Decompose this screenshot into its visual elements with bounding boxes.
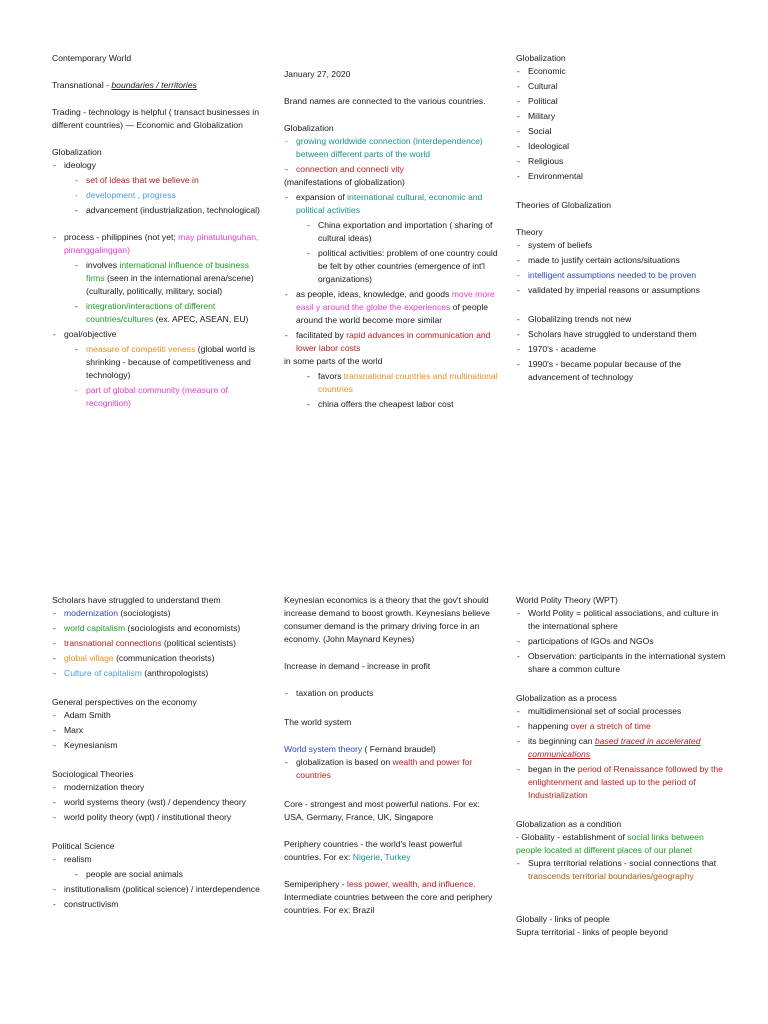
list-item: - Scholars have struggled to understand them [516,328,731,341]
text: began in the [528,764,578,774]
highlight: world capitalism [64,623,126,633]
theory-heading: Theory [516,227,543,237]
text: - Globality - establishment of [516,832,628,842]
supra-line: Supra territorial - links of people beyond [516,927,668,937]
list-item: - modernization theory [52,781,267,794]
highlight: transnational countries and multinational countries [318,371,498,394]
list-item: - Political [516,95,731,108]
text: globalization is based on [296,757,393,767]
text: (global world is shrinking - because of competitiveness and technology) [86,344,256,380]
wpt-heading: World Polity Theory (WPT) [516,595,618,605]
text: (anthropologists) [141,668,209,678]
list-item: - taxation on products [284,687,499,700]
list-item [52,328,267,410]
scholars-heading: Scholars have struggled to understand them [52,595,221,605]
text: ( Fernand braudel) [362,744,436,754]
highlight: connection and connecti vity [296,164,404,174]
list-item: - Globalilzing trends not new [516,313,731,326]
highlight: Nigerie [352,852,381,862]
text: (communication theorists) [113,653,215,663]
list-item [52,231,267,326]
transnational-text: Transnational - [52,80,112,90]
list-item [284,191,499,286]
political-science-list [52,853,267,911]
world-system-heading: The world system [284,717,352,727]
text: facilitated by [296,330,347,340]
expansion-sublist [296,219,499,286]
text: in some parts of the world [284,356,383,366]
globalization-points [284,135,499,411]
globalization-types [516,65,731,183]
keynes-paragraph: Keynesian economics is a theory that the gov't should increase demand to boost growth. Keynesians believe consumer demand is the primary driving force in an economy. (John Maynard Keynes) [284,595,490,644]
list-item: - part of global community (measure of recognition) [74,384,267,410]
text: (manifestations of globalization) [284,177,405,187]
text: favors [318,371,344,381]
political-science-heading: Political Science [52,841,115,851]
highlight: wealth and power for countries [296,757,473,780]
theory-list [516,239,731,297]
text: Supra territorial relations - social connections that [528,858,717,868]
list-item: - 1990's - became popular because of the advancement of technology [516,358,731,384]
core-paragraph: Core - strongest and most powerful nations. For ex: USA, Germany, France, UK, Singapore [284,799,480,822]
list-item: - institutionalism (political science) / interdependence [52,883,267,896]
doc-title: Contemporary World [52,53,132,63]
column-2-bottom [284,594,499,917]
list-item: - growing worldwide connection (interdependence) between different parts of the world [284,135,499,161]
list-item [52,652,267,665]
highlight: move more easil y around the globe the experiences [296,289,495,312]
list-item [306,370,499,396]
list-item: - development , progress [74,189,267,202]
ideology-text: ideology [64,160,97,170]
globalization-heading: Globalization [52,147,102,157]
list-item [516,735,731,761]
increase-line: Increase in demand - increase in profit [284,661,431,671]
list-item [284,288,499,327]
process-highlight: may pinatutunguhan, pinanggalinggan) [64,232,259,255]
process-list [516,705,731,802]
list-item: - Environmental [516,170,731,183]
list-item: - system of beliefs [516,239,731,252]
list-item: - Adam Smith [52,709,267,722]
globality-line [516,831,731,857]
list-item: - Observation: participants in the international system share a common culture [516,650,731,676]
highlight: integration/interactions of different countries/cultures [86,301,216,324]
text: involves [86,260,120,270]
facilitated-sublist [296,370,499,411]
list-item: - advancement (industrialization, technological) [74,204,267,217]
highlight: global village [64,653,114,663]
text: as people, ideas, knowledge, and goods [296,289,452,299]
list-item: - made to justify certain actions/situations [516,254,731,267]
list-item [516,857,731,883]
list-item: - Ideological [516,140,731,153]
list-item [74,259,267,298]
transnational-underlined: boundaries / territories [111,80,197,90]
column-2-top [284,68,499,413]
list-item [284,163,499,189]
general-list [52,709,267,752]
list-item [516,720,731,733]
highlight: modernization [64,608,118,618]
list-item [52,637,267,650]
list-item: - validated by imperial reasons or assumptions [516,284,731,297]
text: expansion of [296,192,348,202]
trends-list [516,313,731,384]
sociological-list [52,781,267,824]
highlight: World system theory [284,744,363,754]
realism-sublist [64,868,267,881]
column-1-top [52,52,267,412]
list-item: - Keynesianism [52,739,267,752]
list-item: - constructivism [52,898,267,911]
semiperiphery-paragraph [284,878,499,917]
list-item: - world systems theory (wst) / dependency theory [52,796,267,809]
condition-list [516,857,731,883]
list-item [52,159,267,217]
text: Periphery countries - the world's least powerful countries. For ex: [284,839,462,862]
globalization-list [52,159,267,410]
highlight: transnational connections [64,638,162,648]
list-item [284,756,499,782]
list-item: - set of ideas that we believe in [74,174,267,187]
list-item: - intelligent assumptions needed to be proven [516,269,731,282]
globalization-heading: Globalization [284,123,334,133]
transnational-line [52,79,267,92]
theories-heading: Theories of Globalization [516,200,612,210]
list-item: - Religious [516,155,731,168]
list-item [74,300,267,326]
sociological-heading: Sociological Theories [52,769,134,779]
list-item [52,853,267,881]
list-item: - political activities: problem of one country could be felt by other countries (emergence of int'l organizations) [306,247,499,286]
list-item [284,329,499,411]
highlight: international influence of business firms [86,260,249,283]
list-item: - Social [516,125,731,138]
list-item: - Military [516,110,731,123]
text: (political scientists) [161,638,236,648]
condition-heading: Globalization as a condition [516,819,622,829]
highlight: international cultural, economic and political activities [296,192,483,215]
globally-line: Globally - links of people [516,914,610,924]
text: of people around the world become more similar [296,302,489,325]
text: its beginning can [528,736,595,746]
ideology-sublist [64,174,267,217]
list-item: - Marx [52,724,267,737]
trading-paragraph: Trading - technology is helpful ( transact businesses in different countries) — Economic and Globalization [52,107,259,130]
process-heading: Globalization as a process [516,693,617,703]
process-sublist [64,259,267,326]
periphery-paragraph [284,838,499,864]
wst-list [284,756,499,782]
highlight: based traced in accelerated communications [528,736,701,759]
text: (seen in the international arena/scene) (culturally, politically, military, social) [86,273,254,296]
highlight: less power, wealth, and influence. [347,879,476,889]
list-item [74,343,267,382]
goal-text: goal/objective [64,329,117,339]
highlight: social links between people located at different places of our planet [516,832,704,855]
brand-paragraph: Brand names are connected to the various countries. [284,96,486,106]
list-item: - multidimensional set of social processes [516,705,731,718]
list-item: - people are social animals [74,868,267,881]
list-item: - participations of IGOs and NGOs [516,635,731,648]
column-3-top [516,52,731,386]
list-item: - Economic [516,65,731,78]
text: Intermediate countries between the core and periphery countries. For ex: Brazil [284,892,493,915]
list-item: - world polity theory (wpt) / institutional theory [52,811,267,824]
list-item: - china offers the cheapest labor cost [306,398,499,411]
wst-heading [284,743,499,756]
list-item: - Cultural [516,80,731,93]
highlight: period of Renaissance followed by the enlightenment and lasted up to the period of Industrialization [528,764,723,800]
highlight: rapid advances in communication and lower labor costs [296,330,491,353]
highlight: Turkey [384,852,411,862]
globalization-heading: Globalization [516,53,566,63]
column-3-bottom [516,594,731,939]
scholars-list [52,607,267,680]
list-item [516,763,731,802]
text: (sociologists) [117,608,171,618]
text: Semiperiphery - [284,879,348,889]
list-item [52,607,267,620]
highlight: over a stretch of time [570,721,651,731]
highlight: Culture of capitalism [64,668,142,678]
goal-sublist [64,343,267,410]
wpt-list [516,607,731,676]
list-item [52,622,267,635]
text: realism [64,854,92,864]
list-item: - 1970's - academe [516,343,731,356]
text: (sociologists and economists) [125,623,241,633]
process-text: process - philippines (not yet; [64,232,179,242]
text: happening [528,721,571,731]
highlight: measure of competiti veness [86,344,196,354]
list-item [52,667,267,680]
text: (ex. APEC, ASEAN, EU) [153,314,249,324]
general-heading: General perspectives on the economy [52,697,197,707]
highlight: transcends territorial boundaries/geography [528,871,694,881]
date: January 27, 2020 [284,69,351,79]
tax-list [284,687,499,700]
list-item: - China exportation and importation ( sharing of cultural ideas) [306,219,499,245]
column-1-bottom [52,594,267,913]
list-item: - World Polity = political associations, and culture in the international sphere [516,607,731,633]
text: , [380,852,385,862]
